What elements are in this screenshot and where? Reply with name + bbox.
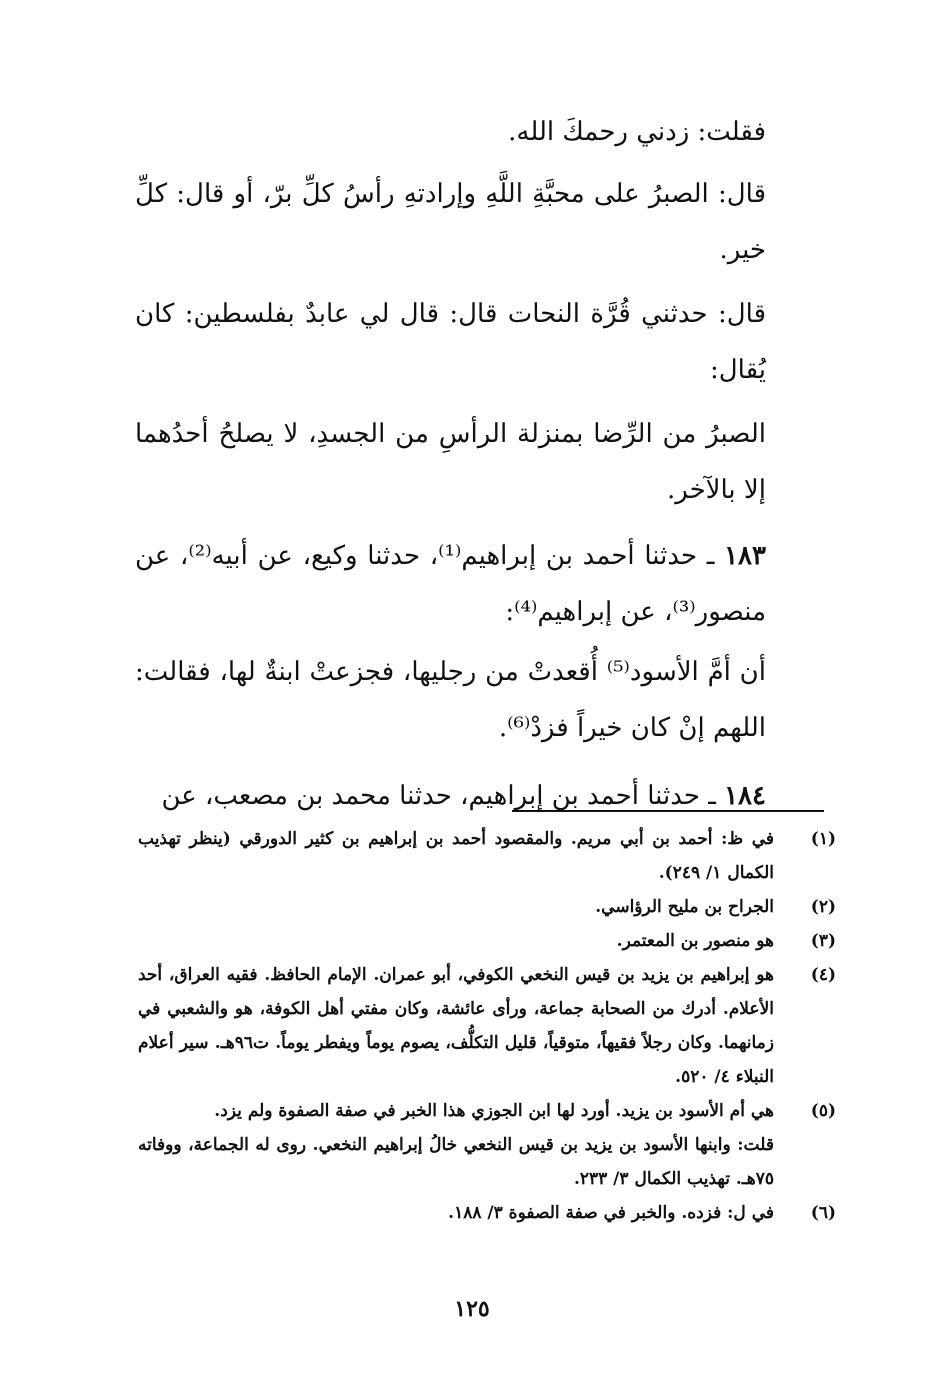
footnote-text: هي أم الأسود بن يزيد. أورد لها ابن الجوزي هذا الخبر في صفة الصفوة ولم يزد.: [214, 1101, 774, 1121]
footnote-2: [138, 890, 836, 924]
footnote-6: [138, 1196, 836, 1230]
footnote-mark: (٥): [810, 1101, 836, 1121]
paragraph-6: أن أمَّ الأسود⁽⁵⁾ أُقعدتْ من رجليها، فجزعتْ ابنةٌ لها، فقالت: اللهم إنْ كان خيراً فزدْ⁽⁶⁾.: [135, 657, 766, 743]
paragraph-3: قال: حدثني قُرَّة النحات قال: قال لي عابدٌ بفلسطين: كان يُقال:: [135, 299, 766, 385]
paragraph-4: الصبرُ من الرِّضا بمنزلة الرأسِ من الجسدِ، لا يصلحُ أحدُهما إلا بالآخر.: [135, 419, 766, 505]
footnote-mark: (٤): [810, 965, 836, 985]
footnote-text: الجراح بن مليح الرؤاسي.: [595, 897, 774, 917]
footnote-5-continuation: قلت: وابنها الأسود بن يزيد بن قيس النخعي خالُ إبراهيم النخعي. روى له الجماعة، ووفاته ٧٥هـ. تهذيب الكمال ٣/ ٢٣٣.: [138, 1135, 774, 1189]
paragraph-1: فقلت: زدني رحمكَ الله.: [508, 117, 766, 147]
main-text: [135, 104, 766, 838]
hadith-184: [135, 768, 766, 824]
footnote-divider: [512, 810, 824, 812]
paragraph-2: قال: الصبرُ على محبَّةِ اللَّهِ وإرادتهِ رأسُ كلِّ برّ، أو قال: كلِّ خير.: [135, 179, 766, 265]
footnote-4: [138, 958, 836, 1094]
footnote-5: [138, 1094, 836, 1128]
footnote-mark: (١): [810, 829, 836, 849]
hadith-184-text: ـ حدثنا أحمد بن إبراهيم، حدثنا محمد بن مصعب، عن: [161, 781, 725, 811]
footnote-mark: (٣): [810, 931, 836, 951]
footnote-text: في ظ: أحمد بن أبي مريم. والمقصود أحمد بن إبراهيم بن كثير الدورقي (ينظر تهذيب الكمال ١/ ٢٤٩).: [138, 829, 774, 883]
hadith-183-text: ـ حدثنا أحمد بن إبراهيم⁽¹⁾، حدثنا وكيع، عن أبيه⁽²⁾، عن منصور⁽³⁾، عن إبراهيم⁽⁴⁾:: [135, 541, 766, 627]
hadith-183-number: ١٨٣: [724, 541, 766, 571]
footnotes: [138, 822, 836, 1230]
footnote-text: هو منصور بن المعتمر.: [616, 931, 774, 951]
footnote-mark: (٢): [810, 897, 836, 917]
footnote-3: [138, 924, 836, 958]
footnote-mark: (٦): [810, 1203, 836, 1223]
footnote-1: [138, 822, 836, 890]
page-number: ١٢٥: [454, 1296, 490, 1322]
footnote-text: هو إبراهيم بن يزيد بن قيس النخعي الكوفي، أبو عمران. الإمام الحافظ. فقيه العراق، أحد الأعلام. أدرك من الصحابة جماعة، ورأى عائشة، وكان مفتي أهل الكوفة، هو والشعبي في زمانهما. وكان رجلاً فقيهاً، متوقياً، قليل التكلُّف، يصوم يوماً ويفطر يوماً. ت٩٦هـ. سير أعلام النبلاء ٤/ ٥٢٠.: [138, 965, 775, 1087]
hadith-183: [135, 528, 766, 640]
footnote-text: في ل: فزده. والخبر في صفة الصفوة ٣/ ١٨٨.: [448, 1203, 774, 1223]
hadith-184-number: ١٨٤: [724, 781, 766, 811]
